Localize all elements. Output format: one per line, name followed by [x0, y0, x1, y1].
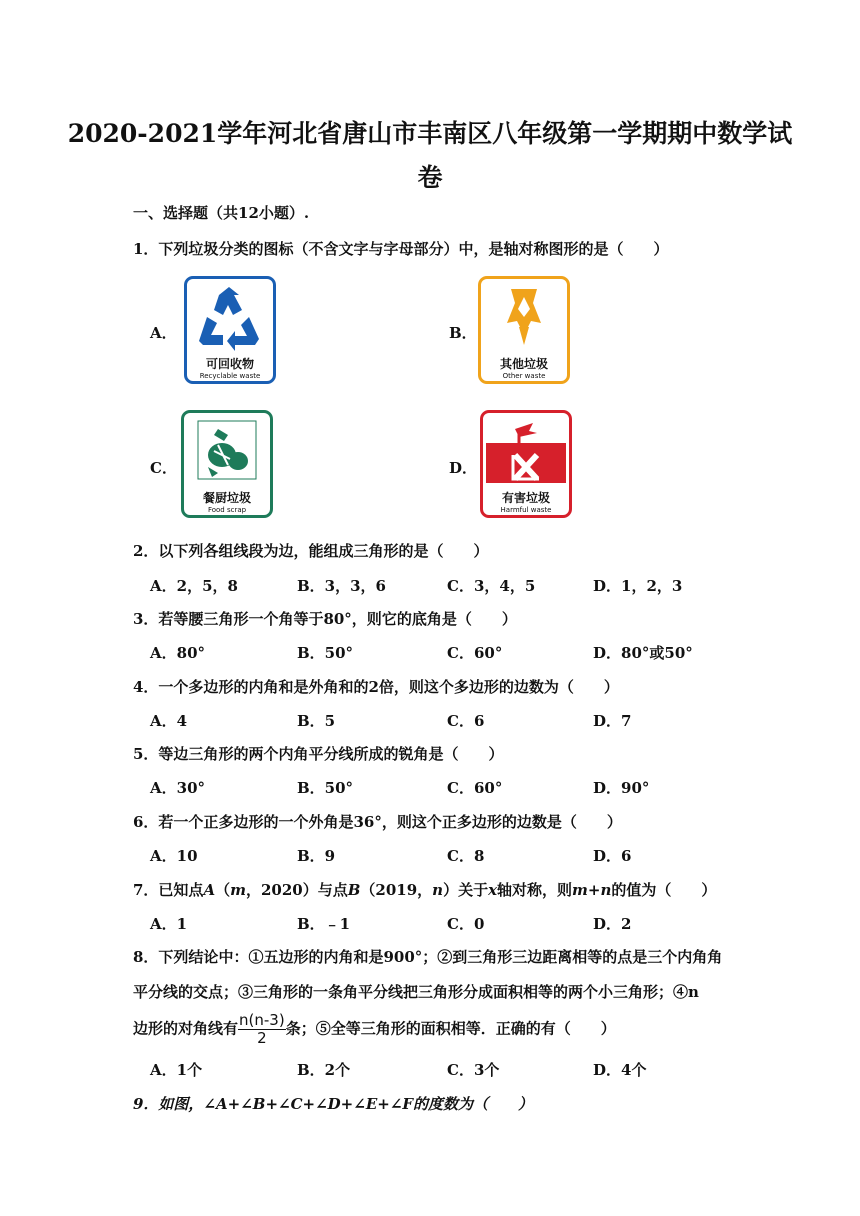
- q8-line3-pre: 边形的对角线有: [133, 1019, 239, 1038]
- sign-food-scrap: [181, 410, 273, 518]
- q7-option-d: D．2: [593, 915, 632, 933]
- q5-option-d: D．90°: [593, 779, 650, 797]
- harmful-waste-icon: [483, 415, 569, 487]
- question-6-stem: 6．若一个正多边形的一个外角是36°，则这个正多边形的边数是（ ）: [133, 813, 622, 831]
- sign-other-waste-cn: 其他垃圾: [499, 357, 548, 371]
- q3-option-a: A．80°: [150, 644, 206, 662]
- q7-option-a: A．1: [150, 915, 188, 933]
- recycle-icon: [187, 283, 273, 353]
- q8-option-b: B．2个: [297, 1061, 351, 1079]
- q7-var-a: A: [203, 881, 216, 899]
- paper-title-line1: 2020-2021学年河北省唐山市丰南区八年级第一学期期中数学试: [67, 119, 793, 148]
- q8-fraction-denominator: 2: [257, 1029, 267, 1047]
- q8-option-a: A．1个: [150, 1061, 203, 1079]
- sign-other-waste: [478, 276, 570, 384]
- q5-option-a: A．30°: [150, 779, 206, 797]
- sign-food-scrap-cn: 餐厨垃圾: [202, 491, 251, 505]
- q8-option-d: D．4个: [593, 1061, 647, 1079]
- q3-option-b: B．50°: [297, 644, 354, 662]
- q8-fraction-numerator: n(n-3): [239, 1011, 285, 1029]
- q2-option-a: A．2，5，8: [150, 577, 238, 595]
- q7-option-c: C．0: [447, 915, 485, 933]
- question-7-stem: [133, 879, 716, 900]
- food-scrap-icon: [184, 415, 270, 487]
- question-3-stem: 3．若等腰三角形一个角等于80°，则它的底角是（ ）: [133, 610, 517, 628]
- q7-text-4: （2019，: [360, 881, 433, 899]
- q4-option-d: D．7: [593, 712, 632, 730]
- q1-label-b: B．: [449, 324, 477, 342]
- q8-fraction: [238, 1012, 286, 1047]
- q7-var-n: n: [432, 881, 444, 899]
- sign-recyclable-en: Recyclable waste: [199, 372, 261, 380]
- sign-harmful-waste: [480, 410, 572, 518]
- q1-label-a: A．: [150, 324, 177, 342]
- q6-option-d: D．6: [593, 847, 632, 865]
- q7-text-2: （: [215, 881, 231, 899]
- q5-option-b: B．50°: [297, 779, 354, 797]
- q5-option-c: C．60°: [447, 779, 503, 797]
- question-8-line-3: [133, 1012, 616, 1047]
- paper-title-line2: 卷: [417, 163, 443, 192]
- q2-option-d: D．1，2，3: [593, 577, 683, 595]
- question-2-stem: 2．以下列各组线段为边，能组成三角形的是（ ）: [133, 542, 489, 560]
- q2-option-b: B．3，3，6: [297, 577, 386, 595]
- question-9-stem: 9．如图，∠A+∠B+∠C+∠D+∠E+∠F的度数为（ ）: [133, 1095, 534, 1113]
- q1-label-c: C．: [150, 459, 177, 477]
- q7-var-x: x: [488, 881, 498, 899]
- q7-text-3: ，2020）与点: [245, 881, 348, 899]
- sign-harmful-waste-en: Harmful waste: [500, 506, 552, 514]
- sign-other-waste-en: Other waste: [502, 372, 546, 380]
- q8-option-c: C．3个: [447, 1061, 500, 1079]
- q6-option-c: C．8: [447, 847, 485, 865]
- q7-text-6: 轴对称，则: [497, 881, 573, 899]
- q6-option-b: B．9: [297, 847, 336, 865]
- q7-var-m: m: [230, 881, 246, 899]
- sign-harmful-waste-cn: 有害垃圾: [501, 491, 550, 505]
- q7-var-mn: m+n: [572, 881, 612, 899]
- question-4-stem: 4．一个多边形的内角和是外角和的2倍，则这个多边形的边数为（ ）: [133, 678, 619, 696]
- q7-text-7: 的值为（ ）: [611, 881, 717, 899]
- q2-option-c: C．3，4，5: [447, 577, 536, 595]
- question-5-stem: 5．等边三角形的两个内角平分线所成的锐角是（ ）: [133, 745, 504, 763]
- sign-food-scrap-en: Food scrap: [207, 506, 247, 514]
- other-waste-icon: [481, 281, 567, 353]
- q8-line3-post: 条；⑤全等三角形的面积相等．正确的有（ ）: [285, 1019, 616, 1038]
- q7-var-b: B: [347, 881, 361, 899]
- q7-text-1: 7．已知点: [133, 881, 204, 899]
- q1-label-d: D．: [449, 459, 478, 477]
- q7-option-b: B．﹣1: [297, 915, 351, 933]
- sign-recyclable-cn: 可回收物: [205, 357, 254, 371]
- q3-option-c: C．60°: [447, 644, 503, 662]
- q3-option-d: D．80°或50°: [593, 644, 693, 662]
- q4-option-b: B．5: [297, 712, 336, 730]
- question-8-line-1: 8．下列结论中：①五边形的内角和是900°；②到三角形三边距离相等的点是三个内角角: [133, 948, 723, 966]
- q4-option-c: C．6: [447, 712, 485, 730]
- section-heading: 一、选择题（共12小题）.: [133, 204, 310, 222]
- question-1-stem: 1．下列垃圾分类的图标（不含文字与字母部分）中，是轴对称图形的是（ ）: [133, 240, 669, 258]
- sign-recyclable: [184, 276, 276, 384]
- q6-option-a: A．10: [150, 847, 198, 865]
- q7-text-5: ）关于: [443, 881, 489, 899]
- question-8-line-2: 平分线的交点；③三角形的一条角平分线把三角形分成面积相等的两个小三角形；④n: [133, 983, 699, 1001]
- q4-option-a: A．4: [150, 712, 188, 730]
